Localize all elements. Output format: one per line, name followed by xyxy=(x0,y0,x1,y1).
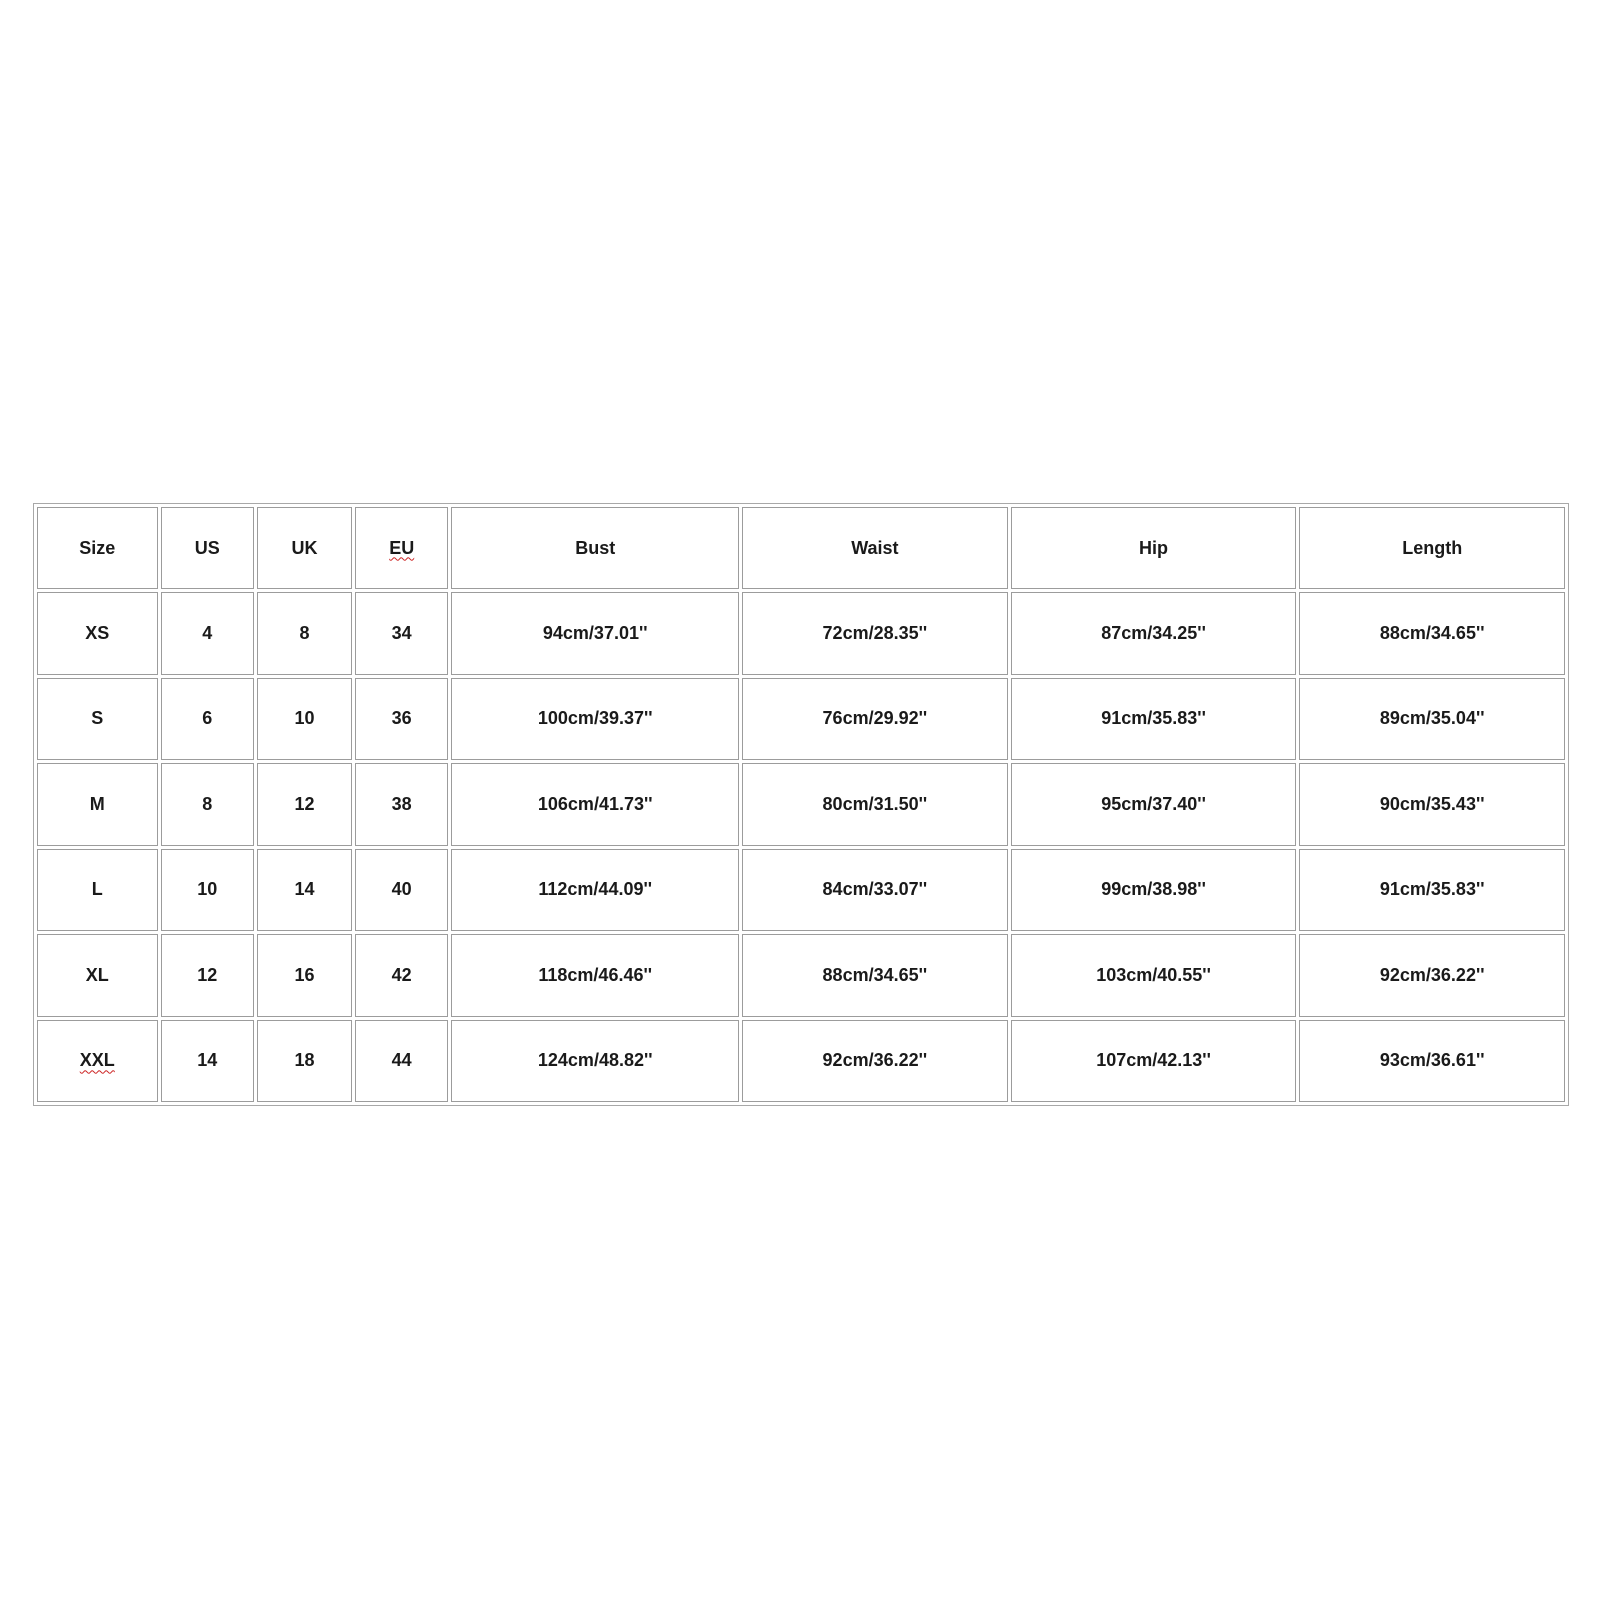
size-chart xyxy=(33,503,1569,1106)
header-bust: Bust xyxy=(451,507,739,589)
cell-hip: 99cm/38.98'' xyxy=(1011,849,1297,932)
cell-bust: 100cm/39.37'' xyxy=(451,678,739,761)
cell-waist: 88cm/34.65'' xyxy=(742,934,1008,1017)
cell-size: XS xyxy=(37,592,158,675)
cell-size: L xyxy=(37,849,158,932)
header-waist: Waist xyxy=(742,507,1008,589)
cell-eu: 40 xyxy=(355,849,448,932)
cell-size: S xyxy=(37,678,158,761)
cell-length: 90cm/35.43'' xyxy=(1299,763,1565,846)
cell-length: 91cm/35.83'' xyxy=(1299,849,1565,932)
cell-hip: 107cm/42.13'' xyxy=(1011,1020,1297,1103)
cell-length: 92cm/36.22'' xyxy=(1299,934,1565,1017)
cell-eu: 34 xyxy=(355,592,448,675)
cell-size: XL xyxy=(37,934,158,1017)
cell-us: 6 xyxy=(161,678,254,761)
cell-eu: 44 xyxy=(355,1020,448,1103)
cell-uk: 8 xyxy=(257,592,352,675)
cell-uk: 10 xyxy=(257,678,352,761)
cell-uk: 16 xyxy=(257,934,352,1017)
cell-eu: 36 xyxy=(355,678,448,761)
header-eu: EU xyxy=(355,507,448,589)
cell-hip: 87cm/34.25'' xyxy=(1011,592,1297,675)
cell-bust: 112cm/44.09'' xyxy=(451,849,739,932)
table-row xyxy=(37,592,1565,675)
cell-waist: 80cm/31.50'' xyxy=(742,763,1008,846)
table-row xyxy=(37,763,1565,846)
cell-us: 10 xyxy=(161,849,254,932)
table-row xyxy=(37,934,1565,1017)
cell-uk: 12 xyxy=(257,763,352,846)
table-row xyxy=(37,678,1565,761)
cell-eu: 38 xyxy=(355,763,448,846)
cell-waist: 76cm/29.92'' xyxy=(742,678,1008,761)
cell-uk: 18 xyxy=(257,1020,352,1103)
header-uk: UK xyxy=(257,507,352,589)
header-length: Length xyxy=(1299,507,1565,589)
cell-waist: 84cm/33.07'' xyxy=(742,849,1008,932)
header-size: Size xyxy=(37,507,158,589)
cell-bust: 124cm/48.82'' xyxy=(451,1020,739,1103)
cell-bust: 118cm/46.46'' xyxy=(451,934,739,1017)
cell-bust: 106cm/41.73'' xyxy=(451,763,739,846)
cell-waist: 92cm/36.22'' xyxy=(742,1020,1008,1103)
header-row xyxy=(37,507,1565,589)
header-us: US xyxy=(161,507,254,589)
size-chart-table xyxy=(34,504,1568,1105)
cell-length: 88cm/34.65'' xyxy=(1299,592,1565,675)
cell-us: 14 xyxy=(161,1020,254,1103)
cell-hip: 103cm/40.55'' xyxy=(1011,934,1297,1017)
cell-size: M xyxy=(37,763,158,846)
cell-size: XXL xyxy=(37,1020,158,1103)
cell-length: 89cm/35.04'' xyxy=(1299,678,1565,761)
cell-us: 4 xyxy=(161,592,254,675)
header-hip: Hip xyxy=(1011,507,1297,589)
cell-us: 8 xyxy=(161,763,254,846)
cell-hip: 91cm/35.83'' xyxy=(1011,678,1297,761)
cell-hip: 95cm/37.40'' xyxy=(1011,763,1297,846)
cell-eu: 42 xyxy=(355,934,448,1017)
cell-length: 93cm/36.61'' xyxy=(1299,1020,1565,1103)
cell-us: 12 xyxy=(161,934,254,1017)
cell-uk: 14 xyxy=(257,849,352,932)
table-row xyxy=(37,1020,1565,1103)
cell-waist: 72cm/28.35'' xyxy=(742,592,1008,675)
cell-bust: 94cm/37.01'' xyxy=(451,592,739,675)
table-row xyxy=(37,849,1565,932)
